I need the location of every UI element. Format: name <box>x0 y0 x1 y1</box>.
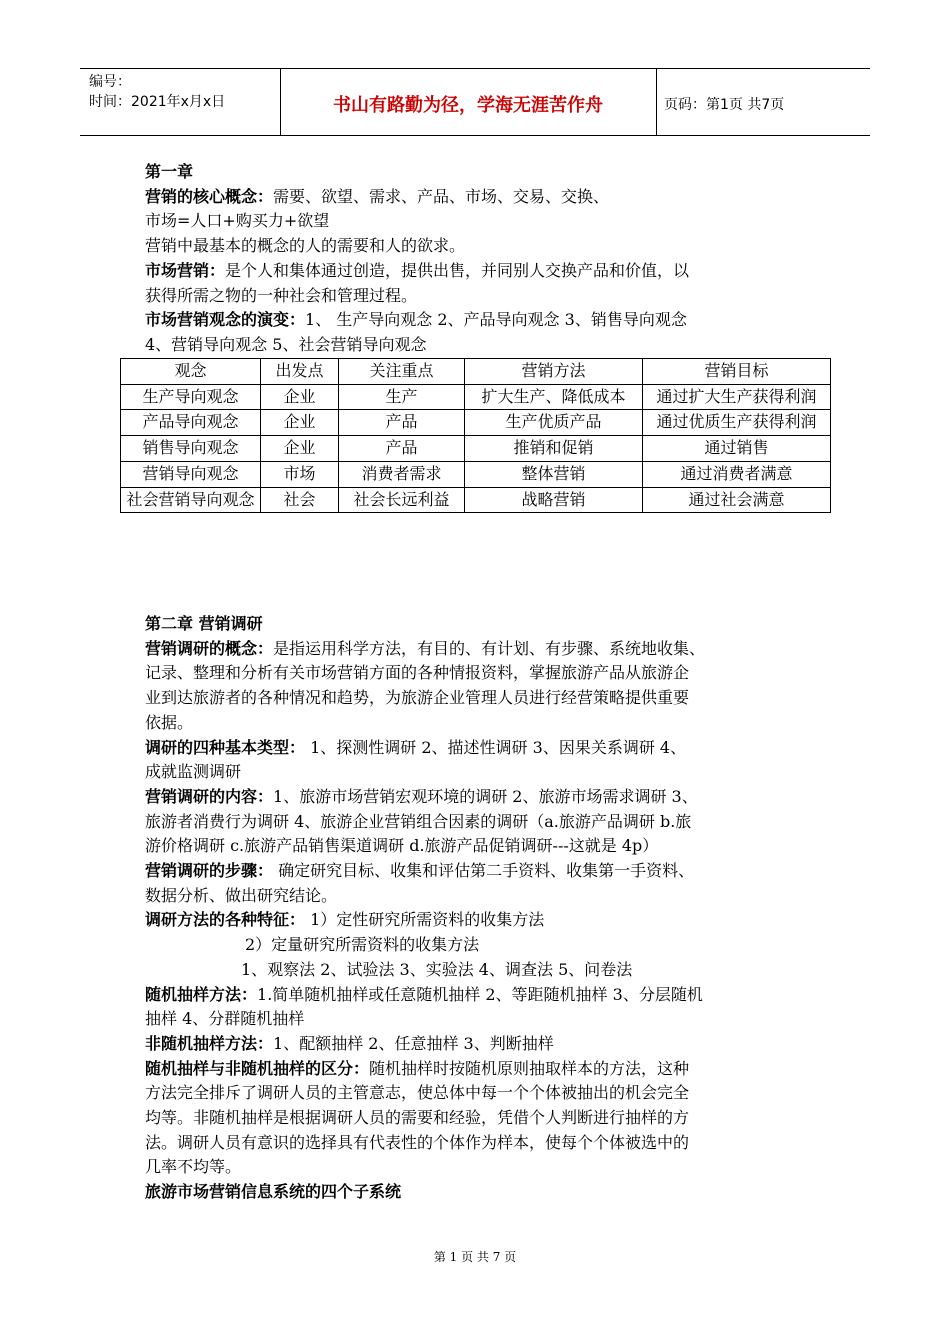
term-text: 需要、欲望、需求、产品、市场、交易、交换、 <box>273 186 610 206</box>
paragraph: 1、观察法 2、试验法 3、实验法 4、调查法 5、问卷法 <box>241 959 633 979</box>
chapter-title: 第一章 <box>145 162 194 181</box>
header-divider <box>656 69 657 135</box>
header-motto: 书山有路勤为径，学海无涯苦作舟 <box>333 95 603 116</box>
marketing-concepts-table <box>120 358 831 513</box>
table-cell: 通过销售 <box>643 436 831 462</box>
table-cell: 社会 <box>261 487 339 513</box>
page-header <box>80 68 870 136</box>
table-cell: 推销和促销 <box>465 436 643 462</box>
term-text: 1、 生产导向观念 2、产品导向观念 3、销售导向观念 <box>305 310 687 330</box>
term-text: 是个人和集体通过创造，提供出售，并同别人交换产品和价值，以 <box>225 260 690 280</box>
paragraph <box>145 1057 815 1082</box>
header-meta <box>89 72 284 112</box>
paragraph: 游价格调研 c.旅游产品销售渠道调研 d.旅游产品促销调研---这就是 4p） <box>145 836 659 856</box>
paragraph: 成就监测调研 <box>145 762 242 782</box>
paragraph: 方法完全排斥了调研人员的主管意志，使总体中每一个个体被抽出的机会完全 <box>145 1083 690 1103</box>
term-text: 1、配额抽样 2、任意抽样 3、判断抽样 <box>273 1033 554 1053</box>
paragraph: 均等。非随机抽样是根据调研人员的需要和经验，凭借个人判断进行抽样的方 <box>145 1108 690 1128</box>
term-label: 营销调研的步骤： <box>145 861 274 881</box>
table-cell: 扩大生产、降低成本 <box>465 384 643 410</box>
term-label: 非随机抽样方法： <box>145 1033 274 1053</box>
table-row <box>121 436 831 462</box>
paragraph <box>145 736 815 761</box>
term-text: 1.简单随机抽样或任意随机抽样 2、等距随机抽样 3、分层随机 <box>257 984 703 1004</box>
term-label: 营销调研的概念： <box>145 638 274 658</box>
paragraph: 市场=人口+购买力+欲望 <box>145 211 330 231</box>
paragraph <box>145 637 815 662</box>
document-date: 时间：2021年x月x日 <box>89 94 226 110</box>
paragraph: 数据分析、做出研究结论。 <box>145 885 338 905</box>
table-cell: 通过社会满意 <box>643 487 831 513</box>
table-cell: 产品导向观念 <box>121 410 261 436</box>
column-header: 出发点 <box>261 359 339 385</box>
term-text: 确定研究目标、收集和评估第二手资料、收集第一手资料、 <box>273 861 695 881</box>
paragraph <box>145 859 815 884</box>
term-text: 1、探测性调研 2、描述性调研 3、因果关系调研 4、 <box>305 737 687 757</box>
paragraph <box>145 983 815 1008</box>
chapter-two <box>145 612 815 1205</box>
table-cell: 企业 <box>261 384 339 410</box>
header-page-code: 页码：第1页 共7页 <box>664 97 785 113</box>
table-cell: 市场 <box>261 461 339 487</box>
table-cell: 营销导向观念 <box>121 461 261 487</box>
column-header: 关注重点 <box>339 359 465 385</box>
term-text: 1、旅游市场营销宏观环境的调研 2、旅游市场需求调研 3、 <box>273 786 698 806</box>
table-row <box>121 487 831 513</box>
page-footer: 第 1 页 共 7 页 <box>433 1250 517 1264</box>
paragraph <box>145 308 815 333</box>
paragraph <box>145 785 815 810</box>
paragraph: 营销中最基本的概念的人的需要和人的欲求。 <box>145 236 466 256</box>
table-cell: 消费者需求 <box>339 461 465 487</box>
table-cell: 生产优质产品 <box>465 410 643 436</box>
paragraph: 记录、整理和分析有关市场营销方面的各种情报资料，掌握旅游产品从旅游企 <box>145 663 690 683</box>
document-number-label: 编号： <box>89 74 131 90</box>
term-label: 营销的核心概念： <box>145 186 274 206</box>
table-cell: 生产 <box>339 384 465 410</box>
table-cell: 产品 <box>339 410 465 436</box>
paragraph: 法。调研人员有意识的选择具有代表性的个体作为样本，使每个个体被选中的 <box>145 1132 690 1152</box>
paragraph: 2）定量研究所需资料的收集方法 <box>245 935 480 955</box>
table-cell: 通过扩大生产获得利润 <box>643 384 831 410</box>
paragraph <box>145 1032 815 1057</box>
paragraph <box>145 908 815 933</box>
table-cell: 产品 <box>339 436 465 462</box>
column-header: 营销目标 <box>643 359 831 385</box>
term-label: 市场营销观念的演变： <box>145 310 306 330</box>
table-cell: 整体营销 <box>465 461 643 487</box>
term-text: 随机抽样时按随机原则抽取样本的方法，这种 <box>369 1058 690 1078</box>
table-cell: 通过消费者满意 <box>643 461 831 487</box>
table-row <box>121 384 831 410</box>
table-cell: 企业 <box>261 436 339 462</box>
term-label: 调研的四种基本类型： <box>145 737 306 757</box>
term-label: 随机抽样方法： <box>145 984 258 1004</box>
table-cell: 社会长远利益 <box>339 487 465 513</box>
paragraph: 几率不均等。 <box>145 1157 242 1177</box>
table-cell: 生产导向观念 <box>121 384 261 410</box>
paragraph: 依据。 <box>145 712 194 732</box>
table-row <box>121 410 831 436</box>
paragraph <box>145 185 815 210</box>
term-label: 随机抽样与非随机抽样的区分： <box>145 1058 370 1078</box>
paragraph <box>145 259 815 284</box>
column-header: 营销方法 <box>465 359 643 385</box>
column-header: 观念 <box>121 359 261 385</box>
table-cell: 企业 <box>261 410 339 436</box>
paragraph: 4、营销导向观念 5、社会营销导向观念 <box>145 334 427 354</box>
term-label: 调研方法的各种特征： <box>145 910 306 930</box>
paragraph: 业到达旅游者的各种情况和趋势，为旅游企业管理人员进行经营策略提供重要 <box>145 688 690 708</box>
table-row <box>121 461 831 487</box>
paragraph: 获得所需之物的一种社会和管理过程。 <box>145 285 418 305</box>
table-cell: 战略营销 <box>465 487 643 513</box>
term-text: 1）定性研究所需资料的收集方法 <box>305 910 545 930</box>
term-label: 市场营销： <box>145 260 226 280</box>
table-cell: 社会营销导向观念 <box>121 487 261 513</box>
table-cell: 销售导向观念 <box>121 436 261 462</box>
chapter-one <box>145 160 815 358</box>
term-label: 营销调研的内容： <box>145 786 274 806</box>
chapter-title: 第二章 营销调研 <box>145 614 263 633</box>
table-header-row <box>121 359 831 385</box>
term-text: 是指运用科学方法，有目的、有计划、有步骤、系统地收集、 <box>273 638 706 658</box>
section-heading: 旅游市场营销信息系统的四个子系统 <box>145 1182 402 1202</box>
paragraph: 旅游者消费行为调研 4、旅游企业营销组合因素的调研（a.旅游产品调研 b.旅 <box>145 811 692 831</box>
table-cell: 通过优质生产获得利润 <box>643 410 831 436</box>
paragraph: 抽样 4、分群随机抽样 <box>145 1009 305 1029</box>
